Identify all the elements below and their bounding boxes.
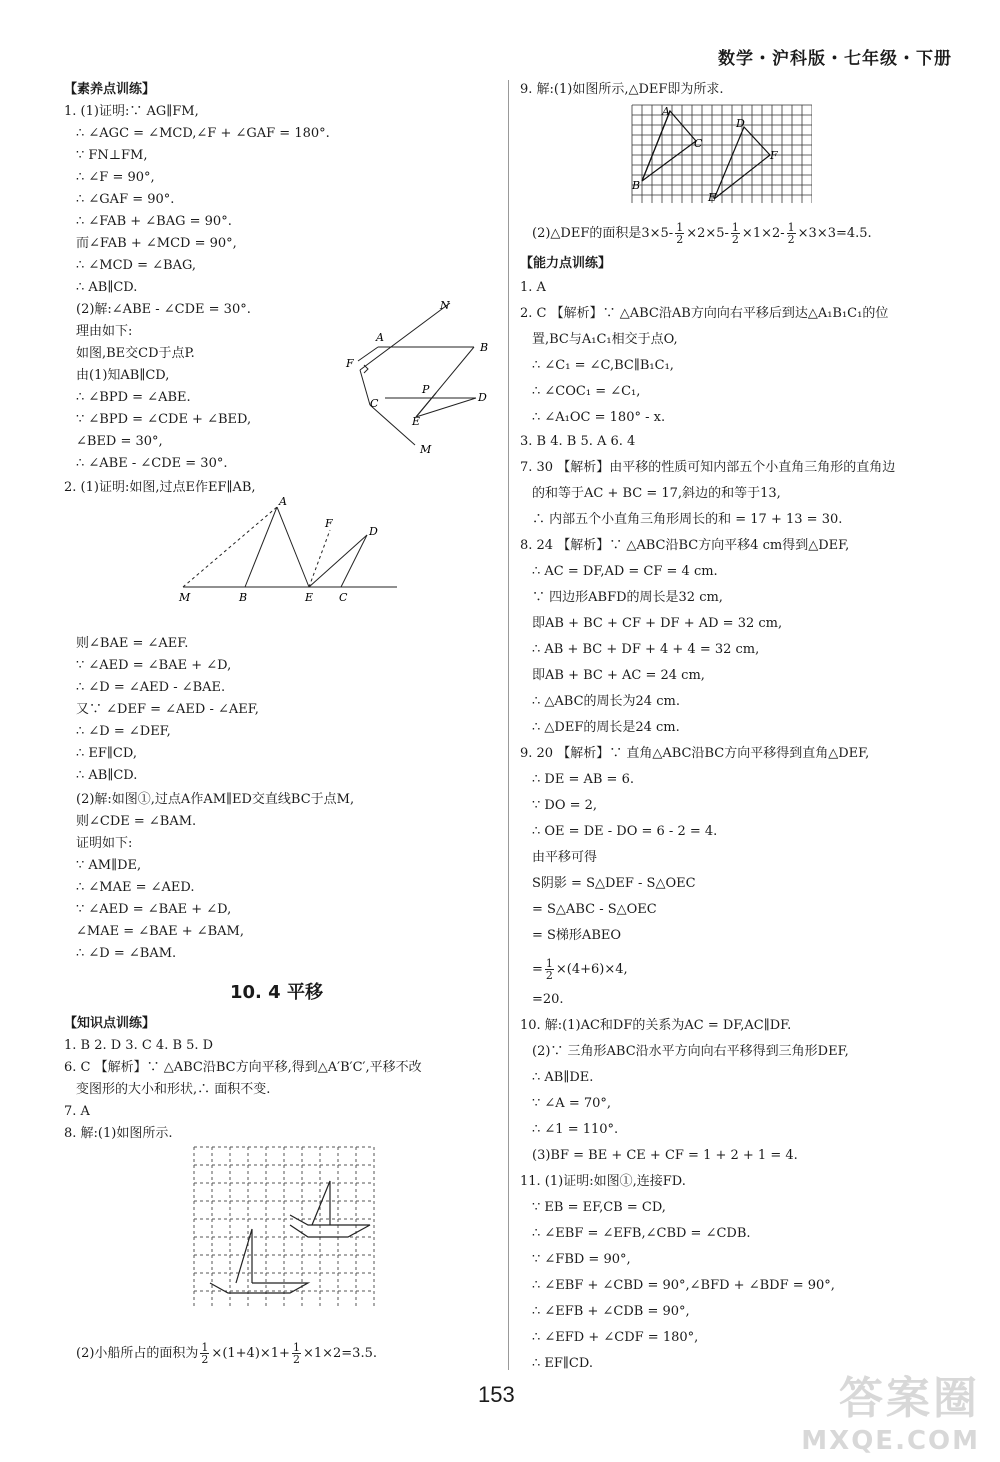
text-line: 由(1)知AB∥CD,	[76, 368, 170, 383]
label-F: F	[325, 517, 333, 530]
label-C: C	[694, 137, 703, 150]
text-line: ∴ ∠MAE = ∠AED.	[76, 880, 195, 895]
fraction	[545, 958, 554, 981]
text-segment: ×1×2=3.5.	[302, 1346, 377, 1361]
text-line: 7. 30 【解析】由平移的性质可知内部五个小直角三角形的直角边	[520, 460, 896, 475]
text-line: S阴影 = S△DEF - S△OEC	[532, 876, 696, 891]
text-line: ∵ ∠BPD = ∠CDE + ∠BED,	[76, 412, 252, 427]
text-line: 7. A	[64, 1104, 90, 1119]
text-line: ∴ ∠D = ∠AED - ∠BAE.	[76, 680, 226, 695]
text-line: ∴ OE = DE - DO = 6 - 2 = 4.	[532, 824, 718, 839]
text-line-fraction	[532, 222, 872, 245]
text-line: ∵ DO = 2,	[532, 798, 598, 813]
label-B: B	[632, 179, 641, 192]
text-line: 1. (1)证明:∵ AG∥FM,	[64, 104, 199, 119]
text-segment: ×2×5-	[686, 226, 729, 241]
text-line: ∵ ∠AED = ∠BAE + ∠D,	[76, 902, 232, 917]
text-line: 则∠CDE = ∠BAM.	[76, 814, 197, 829]
text-line: 又∵ ∠DEF = ∠AED - ∠AEF,	[76, 702, 259, 717]
text-line: (2)解:如图①,过点A作AM∥ED交直线BC于点M,	[76, 792, 355, 807]
label-M: M	[179, 591, 191, 604]
text-line: = S梯形ABEO	[532, 928, 622, 943]
denominator: 2	[731, 233, 739, 246]
label-B: B	[480, 341, 489, 354]
text-line: ∴ ∠C₁ = ∠C,BC∥B₁C₁,	[532, 358, 674, 373]
fraction	[787, 222, 796, 245]
label-F: F	[770, 149, 778, 162]
text-line: ∵ ∠FBD = 90°,	[532, 1252, 631, 1267]
fraction	[292, 1342, 301, 1365]
section-heading: 【素养点训练】	[64, 82, 156, 97]
text-line: = S△ABC - S△OEC	[532, 902, 657, 917]
watermark-text: 答案圈	[839, 1373, 980, 1424]
numerator: 1	[292, 1341, 300, 1354]
section-title: 10. 4 平移	[230, 982, 323, 1003]
text-line: 的和等于AC + BC = 17,斜边的和等于13,	[532, 486, 781, 501]
text-line: ∴ AB∥CD.	[76, 280, 138, 295]
label-M: M	[420, 443, 432, 456]
text-segment: ×1×2-	[741, 226, 785, 241]
label-E: E	[708, 191, 717, 203]
text-line: ∴ ∠F = 90°,	[76, 170, 155, 185]
text-line: ∴ ∠GAF = 90°.	[76, 192, 175, 207]
text-segment: ×3×3=4.5.	[797, 226, 872, 241]
label-C: C	[370, 397, 379, 410]
text-line: 证明如下:	[76, 836, 133, 851]
section-heading: 【能力点训练】	[520, 256, 612, 271]
text-line: 变图形的大小和形状,∴ 面积不变.	[76, 1082, 271, 1097]
text-line: ∠MAE = ∠BAE + ∠BAM,	[76, 924, 244, 939]
column-divider	[508, 80, 509, 1370]
denominator: 2	[787, 233, 795, 246]
text-line: ∠BED = 30°,	[76, 434, 163, 449]
text-line: ∵ FN⊥FM,	[76, 148, 148, 163]
text-line: 10. 解:(1)AC和DF的关系为AC = DF,AC∥DF.	[520, 1018, 792, 1033]
text-line: ∴ ∠FAB + ∠BAG = 90°.	[76, 214, 232, 229]
text-line: ∴ ∠EFD + ∠CDF = 180°,	[532, 1330, 699, 1345]
label-A: A	[279, 495, 287, 508]
page-header: 数学・沪科版・七年级・下册	[718, 49, 952, 69]
text-line: 如图,BE交CD于点P.	[76, 346, 195, 361]
text-line: ∵ AM∥DE,	[76, 858, 142, 873]
text-segment: =	[532, 962, 543, 977]
numerator: 1	[201, 1341, 209, 1354]
label-D: D	[736, 117, 745, 130]
text-line: 2. C 【解析】∵ △ABC沿AB方向向右平移后到达△A₁B₁C₁的位	[520, 306, 889, 321]
denominator: 2	[201, 1353, 209, 1366]
label-C: C	[339, 591, 348, 604]
numerator: 1	[676, 221, 684, 234]
label-D: D	[369, 525, 378, 538]
watermark-url: MXQE.COM	[801, 1426, 980, 1456]
text-segment: ×(1+4)×1+	[211, 1346, 290, 1361]
text-line-fraction	[76, 1342, 377, 1365]
label-E: E	[305, 591, 314, 604]
text-line: 1. B 2. D 3. C 4. B 5. D	[64, 1038, 214, 1053]
fraction	[675, 222, 684, 245]
text-line-fraction	[532, 958, 628, 981]
figure-parallel-lines	[340, 295, 500, 460]
text-line: 则∠BAE = ∠AEF.	[76, 636, 189, 651]
text-line: ∴ ∠AGC = ∠MCD,∠F + ∠GAF = 180°.	[76, 126, 330, 141]
label-A: A	[376, 331, 384, 344]
text-line: ∴ AB∥CD.	[76, 768, 138, 783]
label-A: A	[662, 105, 670, 118]
figure-boat-grid	[192, 1145, 386, 1307]
text-line: ∴ ∠EBF + ∠CBD = 90°,∠BFD + ∠BDF = 90°,	[532, 1278, 835, 1293]
text-line: 8. 解:(1)如图所示.	[64, 1126, 173, 1141]
fraction	[731, 222, 740, 245]
text-line: ∴ AB + BC + DF + 4 + 4 = 32 cm,	[532, 642, 760, 657]
text-line: (2)解:∠ABE - ∠CDE = 30°.	[76, 302, 251, 317]
text-line: 即AB + BC + AC = 24 cm,	[532, 668, 705, 683]
text-line: ∴ EF∥CD,	[76, 746, 137, 761]
text-line: ∵ EB = EF,CB = CD,	[532, 1200, 666, 1215]
text-line: ∴ ∠A₁OC = 180° - x.	[532, 410, 666, 425]
text-line: ∴ ∠ABE - ∠CDE = 30°.	[76, 456, 228, 471]
text-line: ∴ ∠D = ∠BAM.	[76, 946, 177, 961]
text-segment: (2)△DEF的面积是3×5-	[532, 226, 674, 241]
text-line: ∴ △ABC的周长为24 cm.	[532, 694, 680, 709]
text-segment: (2)小船所占的面积为	[76, 1346, 199, 1361]
text-line: ∴ ∠COC₁ = ∠C₁,	[532, 384, 641, 399]
text-line: 2. (1)证明:如图,过点E作EF∥AB,	[64, 480, 256, 495]
text-line: ∵ 四边形ABFD的周长是32 cm,	[532, 590, 723, 605]
text-line: ∴ AC = DF,AD = CF = 4 cm.	[532, 564, 718, 579]
text-line: 8. 24 【解析】∵ △ABC沿BC方向平移4 cm得到△DEF,	[520, 538, 850, 553]
figure-triangle-grid	[630, 103, 812, 203]
text-line: 而∠FAB + ∠MCD = 90°,	[76, 236, 237, 251]
text-line: ∵ ∠AED = ∠BAE + ∠D,	[76, 658, 232, 673]
label-D: D	[478, 391, 487, 404]
numerator: 1	[545, 957, 553, 970]
text-line: (2)∵ 三角形ABC沿水平方向向右平移得到三角形DEF,	[532, 1044, 849, 1059]
text-line: ∴ ∠BPD = ∠ABE.	[76, 390, 191, 405]
text-line: ∴ DE = AB = 6.	[532, 772, 634, 787]
text-line: 理由如下:	[76, 324, 133, 339]
page-number: 153	[478, 1382, 515, 1407]
text-line: (3)BF = BE + CE + CF = 1 + 2 + 1 = 4.	[532, 1148, 798, 1163]
text-line: 1. A	[520, 280, 546, 295]
text-line: ∴ EF∥CD.	[532, 1356, 593, 1371]
text-line: ∴ ∠MCD = ∠BAG,	[76, 258, 197, 273]
denominator: 2	[292, 1353, 300, 1366]
numerator: 1	[787, 221, 795, 234]
label-N: N	[440, 299, 450, 312]
text-line: ∴ ∠EFB + ∠CDB = 90°,	[532, 1304, 690, 1319]
text-line: 6. C 【解析】∵ △ABC沿BC方向平移,得到△A′B′C′,平移不改	[64, 1060, 422, 1075]
text-line: 置,BC与A₁C₁相交于点O,	[532, 332, 678, 347]
text-line: ∴ ∠D = ∠DEF,	[76, 724, 171, 739]
text-line: 3. B 4. B 5. A 6. 4	[520, 434, 636, 449]
text-line: ∴ AB∥DE.	[532, 1070, 594, 1085]
text-line: ∴ △DEF的周长是24 cm.	[532, 720, 680, 735]
text-line: ∴ 内部五个小直角三角形周长的和 = 17 + 13 = 30.	[532, 512, 843, 527]
label-B: B	[239, 591, 248, 604]
section-heading: 【知识点训练】	[64, 1016, 156, 1031]
label-P: P	[422, 383, 430, 396]
text-line: 11. (1)证明:如图①,连接FD.	[520, 1174, 686, 1189]
fraction	[200, 1342, 209, 1365]
text-line: ∴ ∠EBF = ∠EFB,∠CBD = ∠CDB.	[532, 1226, 751, 1241]
text-segment: ×(4+6)×4,	[555, 962, 628, 977]
text-line: 9. 20 【解析】∵ 直角△ABC沿BC方向平移得到直角△DEF,	[520, 746, 870, 761]
text-line: 9. 解:(1)如图所示,△DEF即为所求.	[520, 82, 724, 97]
numerator: 1	[731, 221, 739, 234]
text-line: 即AB + BC + CF + DF + AD = 32 cm,	[532, 616, 783, 631]
label-F: F	[346, 357, 354, 370]
watermark-logo	[801, 1362, 980, 1456]
text-line: ∴ ∠1 = 110°.	[532, 1122, 619, 1137]
text-line: ∵ ∠A = 70°,	[532, 1096, 612, 1111]
denominator: 2	[676, 233, 684, 246]
label-E: E	[412, 415, 421, 428]
text-line: =20.	[532, 992, 564, 1007]
text-line: 由平移可得	[532, 850, 598, 865]
denominator: 2	[545, 969, 553, 982]
figure-two-triangles	[175, 495, 405, 607]
